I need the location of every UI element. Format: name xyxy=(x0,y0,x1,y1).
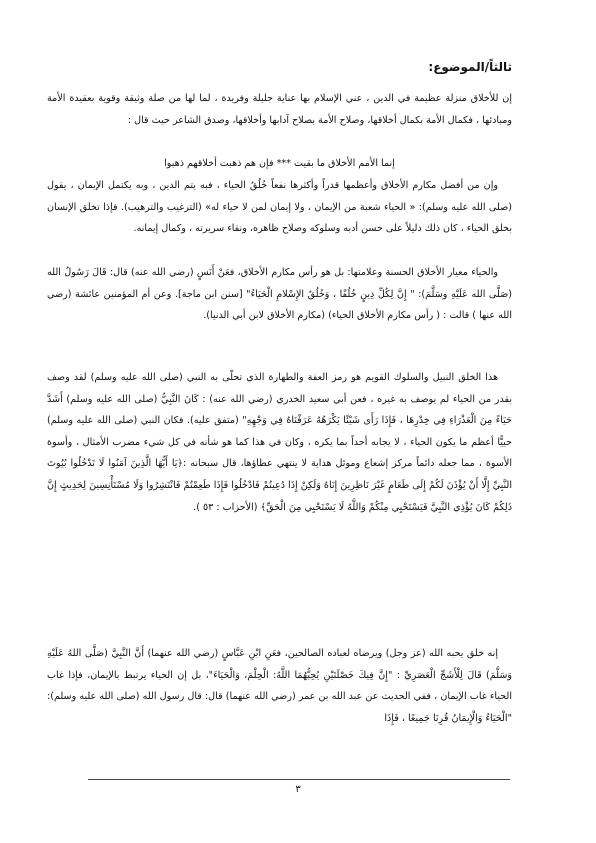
paragraph-prophet xyxy=(47,367,512,518)
paragraph-text: وإن من أفضل مكارم الأخلاق وأعظمها قدراً وأكثرها نفعاً خُلُقُ الحياء ، فبه يتم الدين ، وبه يكتمل الإيمان ، يقول (صلى الله عليه وسلم): « الحياء شعبة من الإيمان ، ولا إيمان لمن لا حياء له» (الترغيب والترهيب). فإذا تخلق الإنسان بخلق الحياء ، كان ذلك دليلاً على حسن أدبه وسلوكه وصلاح ظاهره، ونقاء سريرته ، وكمال إيمانه. xyxy=(47,180,512,235)
paragraph-standard xyxy=(47,262,512,327)
paragraph-faith xyxy=(47,643,512,729)
footer-divider xyxy=(88,779,510,780)
paragraph-modesty xyxy=(47,175,512,240)
paragraph-text: إنه خلق يحبه الله (عز وجل) ويرضاه لعباده الصالحين، فعَنِ ابْنِ عَبَّاسٍ (رضي الله عنهما) أَنَّ النَّبِيَّ (صَلَّى اللهُ عَلَيْهِ وَسَلَّمَ) قَالَ لِلْأَشَجِّ الْعَصَرِيِّ : "إِنَّ فِيكَ خَصْلَتَيْنِ يُحِبُّهُمَا اللَّهُ: الْحِلْمَ، وَالْحَيَاءَ"، بل إن الحياء يرتبط بالإيمان، فإذا غاب الحياء غاب الإيمان ، ففي الحديث عن عبد الله بن عمر (رضي الله عنهما) قال: قال رسول الله (صلى الله عليه وسلم): "الْحَيَاءُ وَالْإِيمَانُ قُرِنَا جَمِيعًا ، فَإِذَا xyxy=(47,648,512,724)
paragraph-text: هذا الخلق النبيل والسلوك القويم هو رمز العفة والطهارة الذي تحلّى به النبي (صلى الله عليه وسلم) لقد وصف بقدر من الحياء لم يوصف به غيره ، فعن أبي سعيد الخدري (رضي الله عنه) : كَانَ النَّبِيُّ (صلى الله عليه وسلم) أَشَدَّ حَيَاءً مِنَ الْعَذْرَاءِ فِي خِدْرِهَا ، فَإِذَا رَأَى شَيْئًا يَكْرَهُهُ عَرَفْنَاهُ فِي وَجْهِهِ" (متفق عليه). فكان النبي (صلى الله عليه وسلم) حييًّا أعظم ما يكون الحياء ، لا يجابه أحداً بما يكره ، وكان في هذا كما هو شأنه في كل شيء مضرب الأمثال ، وأسوة الأسوة ، مما جعله دائماً مركز إشعاع وموئل هداية لا ينتهي عطاؤها، قال سبحانه :﴿يَا أَيُّهَا الَّذِينَ آمَنُوا لَا تَدْخُلُوا بُيُوتَ النَّبِيِّ إِلَّا أَنْ يُؤْذَنَ لَكُمْ إِلَى طَعَامٍ غَيْرَ نَاظِرِينَ إِنَاهُ وَلَكِنْ إِذَا دُعِيتُمْ فَادْخُلُوا فَإِذَا طَعِمْتُمْ فَانْتَشِرُوا وَلَا مُسْتَأْنِسِينَ لِحَدِيثٍ إِنَّ ذَلِكُمْ كَانَ يُؤْذِي النَّبِيَّ فَيَسْتَحْيِي مِنْكُمْ وَاللَّهُ لَا يَسْتَحْيِي مِنَ الْحَقِّ﴾ (الأحزاب : ٥٣ ). xyxy=(47,372,512,513)
paragraph-text: إن للأخلاق منزلة عظيمة في الدين ، عني الإسلام بها عناية جليلة وفريدة ، لما لها من صلة وثيقة وقوية بعقيدة الأمة ومبادئها ، فكمال الأمة بكمال أخلاقها، وصلاح الأمة بصلاح آدابها وأخلاقها، وصدق الشاعر حيث قال : xyxy=(47,93,512,126)
paragraph-text: والحياء معيار الأخلاق الحسنة وعلامتها: بل هو رأس مكارم الأخلاق، فعَنْ أَنَسٍ (رضي الله عنه) قال: قَالَ رَسُولُ الله (صَلَّى الله عَلَيْهِ وسَلَّمَ): " إِنَّ لِكُلِّ دِينٍ خُلُقًا ، وَخُلُقُ الإِسْلامِ الْحَيَاءُ" [سنن ابن ماجة]. وعن أم المؤمنين عائشة (رضي الله عنها ) قالت : ( رأس مكارم الأخلاق الحياء) (مكارم الأخلاق لابن أبي الدنيا). xyxy=(47,267,512,322)
poetry-verse: إنما الأمم الأخلاق ما بقيت *** فإن هم ذهبت أخلاقهم ذهبوا xyxy=(164,158,395,169)
page-number: ٣ xyxy=(295,784,301,795)
section-heading: ثالثاً/الموضوع: xyxy=(428,60,512,74)
paragraph-intro xyxy=(47,88,512,131)
